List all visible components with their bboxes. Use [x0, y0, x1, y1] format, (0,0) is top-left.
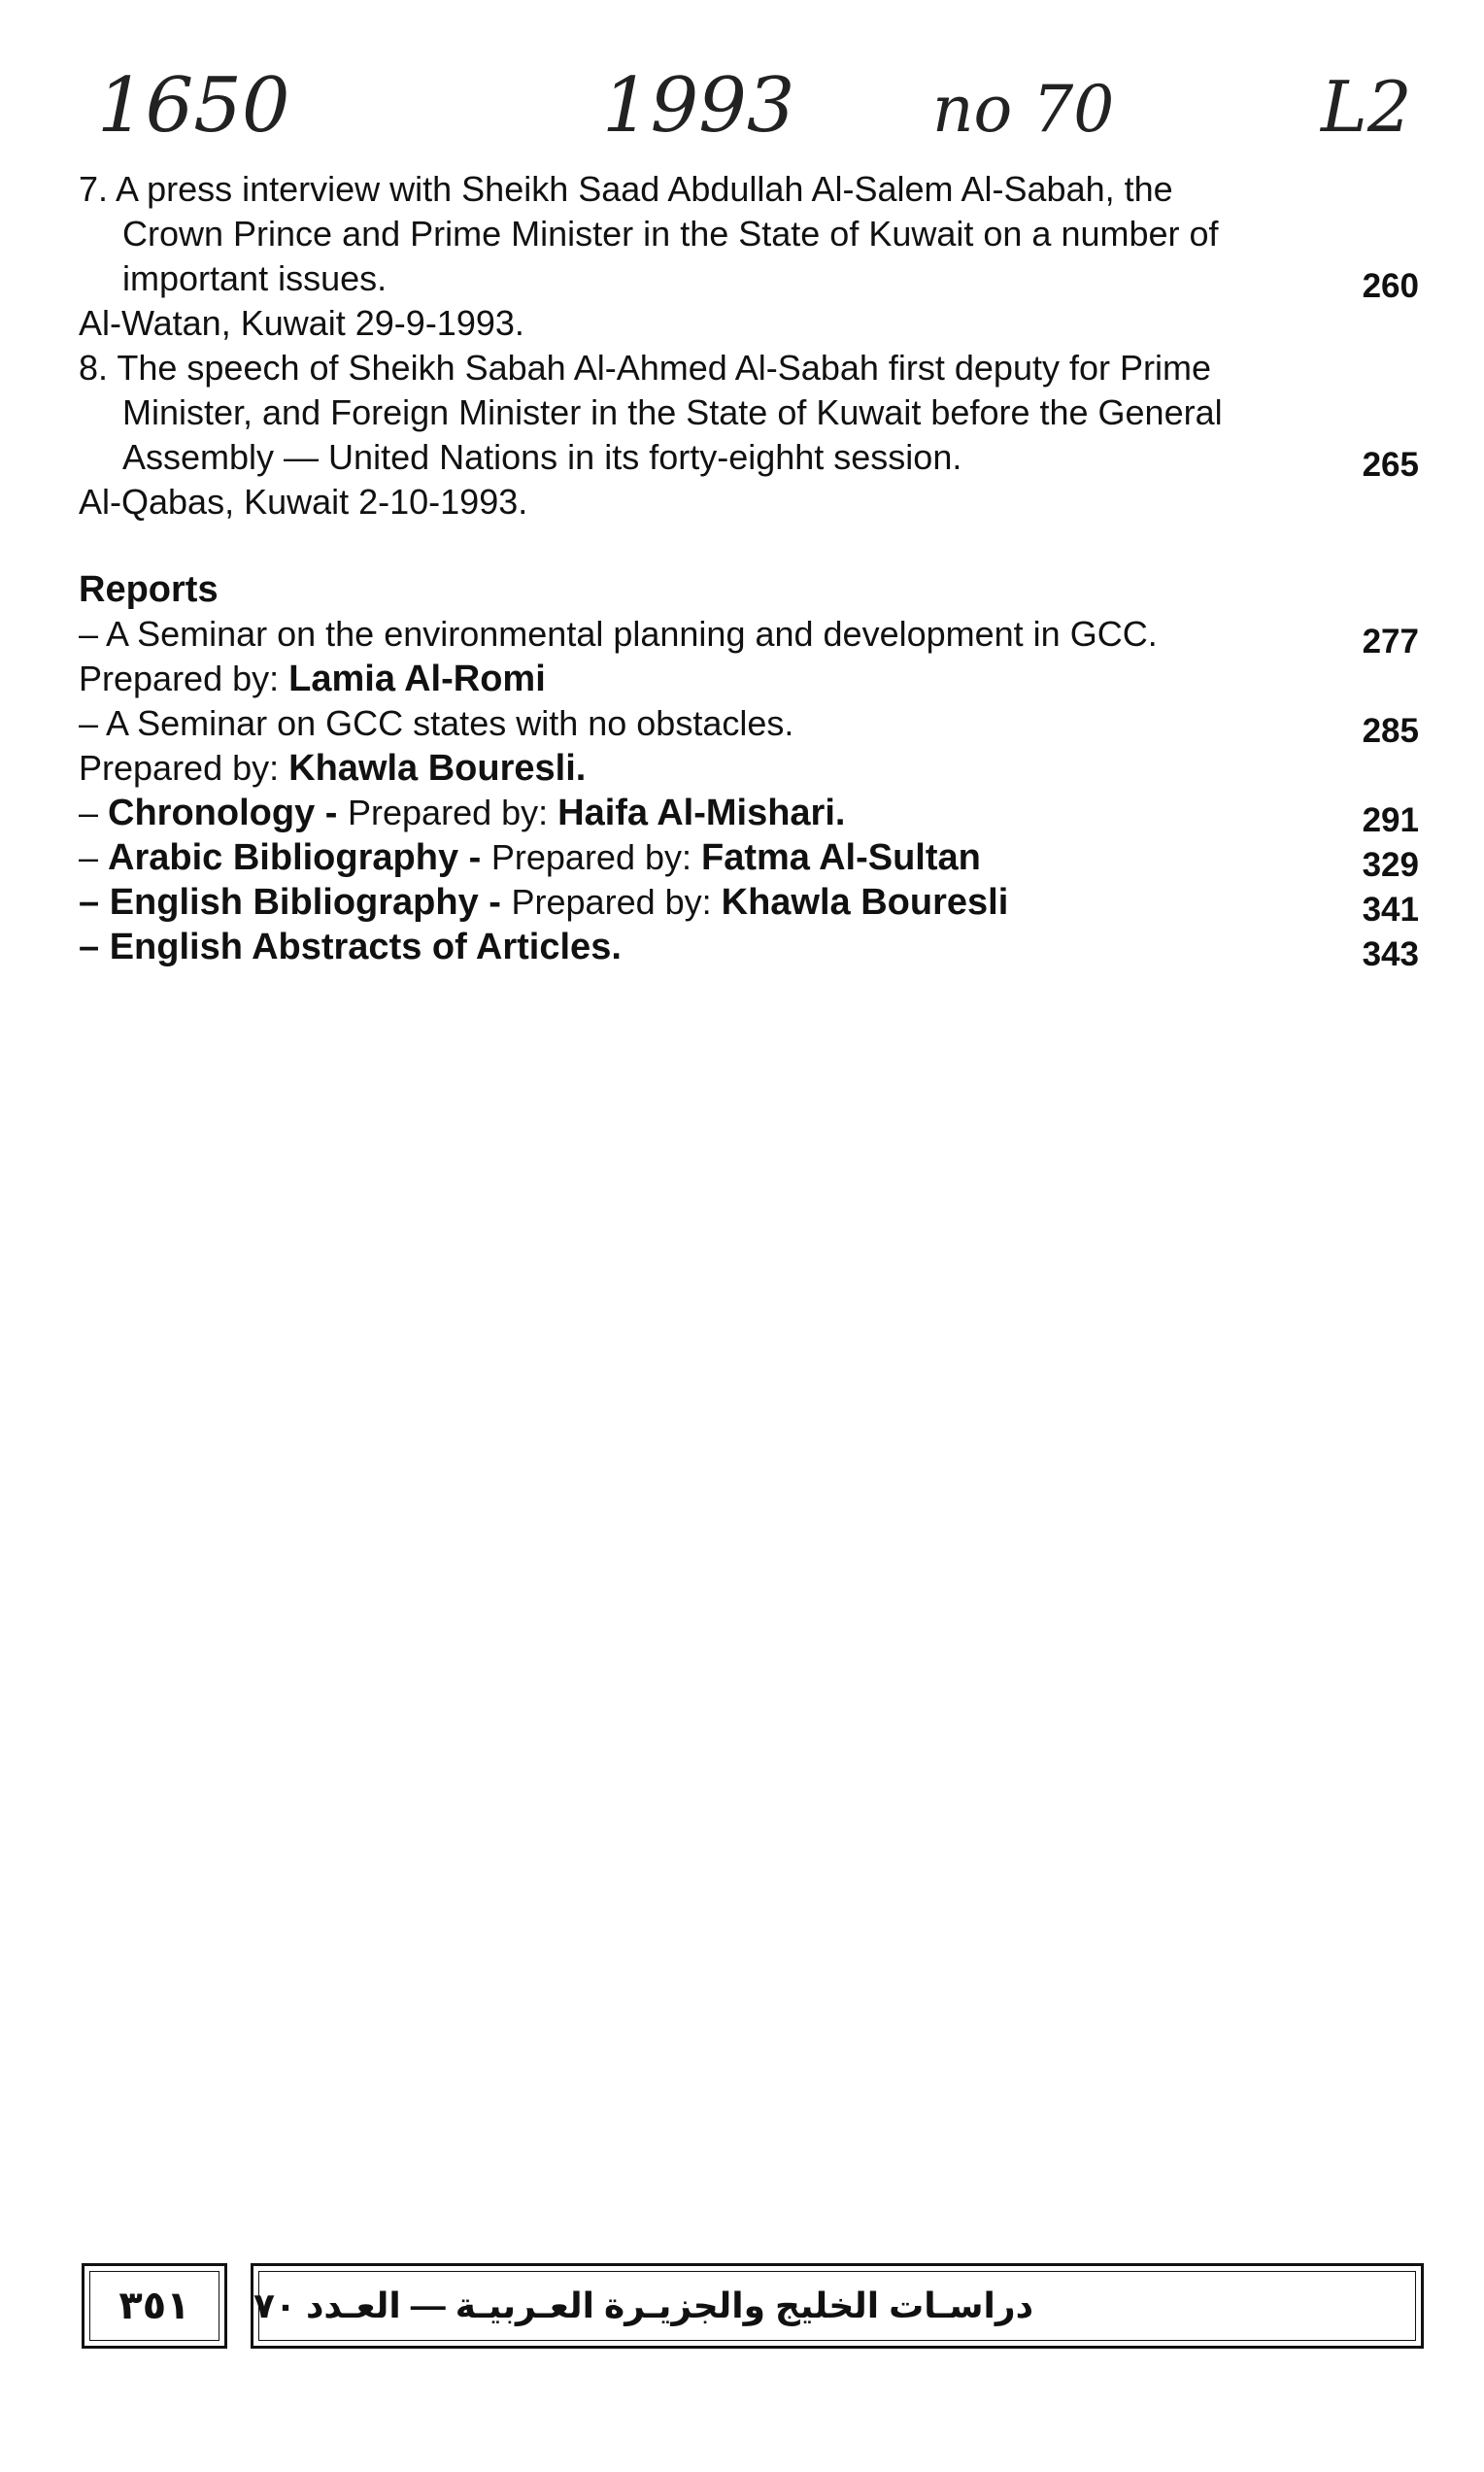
entry-source: Al-Qabas, Kuwait 2-10-1993. [79, 482, 528, 522]
preparer-name: Fatma Al-Sultan [701, 837, 981, 878]
separator: - [315, 793, 349, 833]
prepared-by-label: Prepared by: [511, 882, 722, 922]
dash: – [79, 793, 109, 832]
page-number: 341 [1362, 891, 1419, 929]
entry-line: 8. The speech of Sheikh Sabah Al-Ahmed Al-Sabah first deputy for Prime [79, 348, 1211, 388]
section-name: – English Abstracts of Articles. [79, 927, 622, 967]
section-heading-reports: Reports [79, 569, 219, 610]
toc-entry-8 [79, 346, 1419, 525]
footer-page-number [82, 2263, 227, 2349]
handwritten-note-3: no 70 [932, 72, 1115, 147]
handwritten-note-1: 1650 [97, 62, 290, 150]
preparer-name: Haifa Al-Mishari. [557, 793, 846, 833]
dash: – [79, 882, 110, 923]
page-number: 277 [1362, 623, 1419, 660]
entry-line: Minister, and Foreign Minister in the State of Kuwait before the General [122, 392, 1223, 432]
footer-journal-title-text: دراسـات الخليج والجزيـرة العـربيـة — العـدد ٧٠ [253, 2286, 1034, 2325]
entry-line: important issues. [122, 258, 388, 298]
section-english-abstracts [79, 925, 1419, 973]
handwritten-note-4: L2 [1321, 66, 1412, 148]
section-name: Chronology [108, 793, 316, 833]
handwritten-note-2: 1993 [602, 62, 795, 150]
handwritten-notes [58, 39, 1437, 165]
report-title: – A Seminar on GCC states with no obstacles. [79, 703, 794, 743]
report-item-1 [79, 612, 1419, 701]
page-number: 343 [1362, 935, 1419, 973]
preparer-name: Khawla Bouresli [721, 882, 1009, 923]
page-number: 265 [1362, 446, 1419, 484]
prepared-by-label: Prepared by: [79, 748, 289, 788]
section-chronology [79, 791, 1419, 839]
preparer-name: Khawla Bouresli. [288, 748, 587, 789]
report-item-2 [79, 701, 1419, 791]
entry-line: Crown Prince and Prime Minister in the State of Kuwait on a number of [122, 214, 1219, 254]
prepared-by-label: Prepared by: [348, 793, 558, 832]
table-of-contents [79, 167, 1419, 973]
page-number: 285 [1362, 712, 1419, 750]
page-number: 291 [1362, 801, 1419, 839]
footer-page-number-text: ٣٥١ [118, 2285, 190, 2327]
page-number: 260 [1362, 267, 1419, 305]
section-name: Arabic Bibliography [108, 837, 459, 878]
entry-source: Al-Watan, Kuwait 29-9-1993. [79, 303, 524, 343]
entry-line: 7. A press interview with Sheikh Saad Abdullah Al-Salem Al-Sabah, the [79, 169, 1173, 209]
page-number: 329 [1362, 846, 1419, 884]
section-arabic-bibliography [79, 835, 1419, 884]
separator: - [458, 837, 491, 878]
toc-entry-7 [79, 167, 1419, 346]
footer-journal-title [251, 2263, 1424, 2349]
preparer-name: Lamia Al-Romi [288, 659, 546, 699]
separator: - [478, 882, 512, 923]
entry-line: Assembly — United Nations in its forty-eighht session. [122, 437, 962, 477]
report-title: – A Seminar on the environmental planning and development in GCC. [79, 614, 1158, 654]
prepared-by-label: Prepared by: [79, 659, 289, 698]
section-name: English Bibliography [109, 882, 479, 923]
section-english-bibliography [79, 880, 1419, 929]
dash: – [79, 837, 109, 877]
prepared-by-label: Prepared by: [490, 837, 701, 877]
